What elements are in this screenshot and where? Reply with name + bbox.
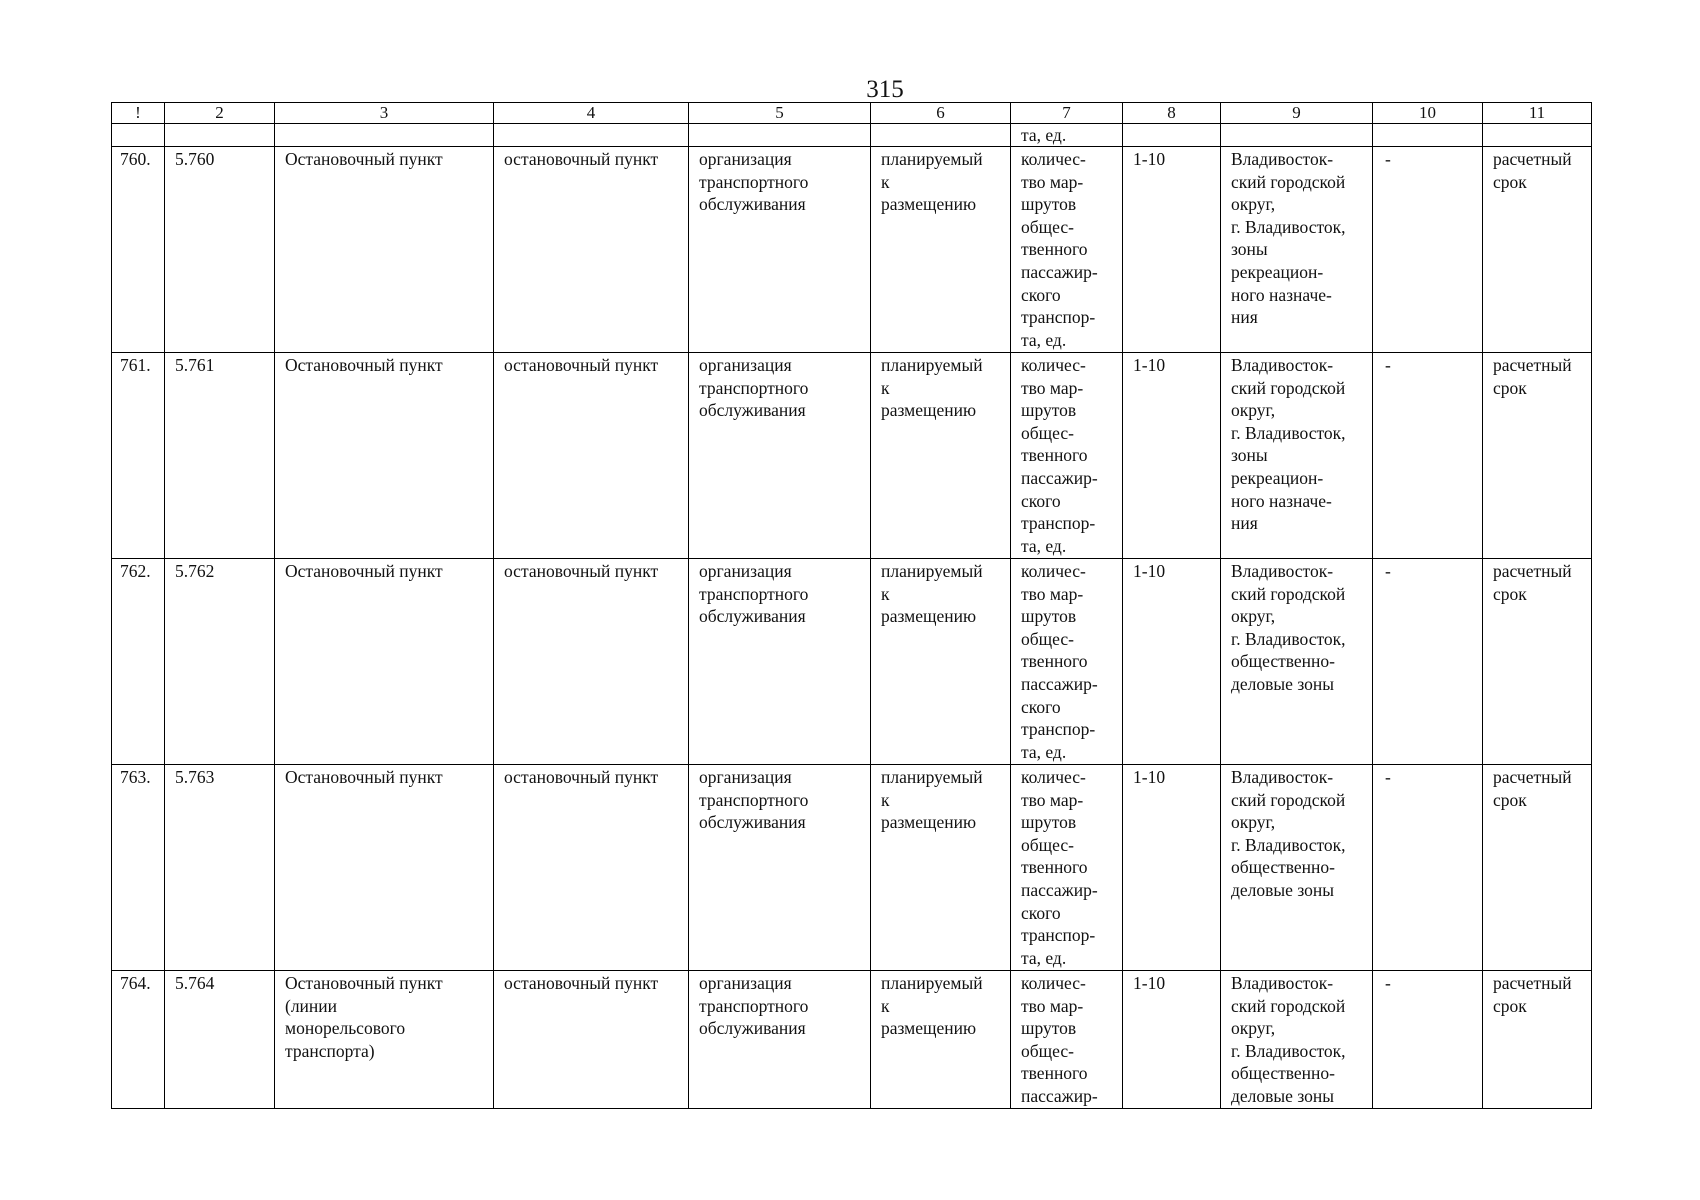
object-value: 1-10 (1123, 147, 1221, 353)
table-cell: та, ед. (1011, 124, 1123, 147)
object-location: Владивосток- ский городской округ, г. Владивосток, зоны рекреацион- ного назначе- ния (1221, 147, 1373, 353)
object-term: расчетный срок (1483, 147, 1592, 353)
object-status: планируемый к размещению (871, 971, 1011, 1109)
object-name: Остановочный пункт (275, 765, 494, 971)
column-header: ! (112, 103, 165, 124)
object-zone: - (1373, 559, 1483, 765)
object-purpose: организация транспортного обслуживания (689, 353, 871, 559)
object-code: 5.762 (165, 559, 275, 765)
column-header: 10 (1373, 103, 1483, 124)
column-header: 8 (1123, 103, 1221, 124)
table-row (112, 353, 1592, 559)
column-header: 6 (871, 103, 1011, 124)
object-purpose: организация транспортного обслуживания (689, 971, 871, 1109)
continuation-row (112, 124, 1592, 147)
table-cell (1373, 124, 1483, 147)
object-type: остановочный пункт (494, 147, 689, 353)
object-value: 1-10 (1123, 971, 1221, 1109)
row-number: 762. (112, 559, 165, 765)
object-characteristic: количес- тво мар- шрутов общес- твенного пассажир- (1011, 971, 1123, 1109)
table-cell (275, 124, 494, 147)
object-zone: - (1373, 971, 1483, 1109)
object-term: расчетный срок (1483, 353, 1592, 559)
object-status: планируемый к размещению (871, 559, 1011, 765)
table-row (112, 559, 1592, 765)
object-name: Остановочный пункт (линии монорельсового транспорта) (275, 971, 494, 1109)
table-cell (112, 124, 165, 147)
table-row (112, 147, 1592, 353)
object-name: Остановочный пункт (275, 559, 494, 765)
object-name: Остановочный пункт (275, 353, 494, 559)
column-header: 9 (1221, 103, 1373, 124)
column-header: 5 (689, 103, 871, 124)
object-value: 1-10 (1123, 353, 1221, 559)
object-term: расчетный срок (1483, 559, 1592, 765)
column-header: 11 (1483, 103, 1592, 124)
object-name: Остановочный пункт (275, 147, 494, 353)
object-purpose: организация транспортного обслуживания (689, 765, 871, 971)
object-type: остановочный пункт (494, 971, 689, 1109)
object-purpose: организация транспортного обслуживания (689, 559, 871, 765)
column-header: 7 (1011, 103, 1123, 124)
table-cell (1483, 124, 1592, 147)
object-status: планируемый к размещению (871, 353, 1011, 559)
object-characteristic: количес- тво мар- шрутов общес- твенного пассажир- ского транспор- та, ед. (1011, 765, 1123, 971)
planning-objects-table (111, 102, 1592, 1109)
object-status: планируемый к размещению (871, 147, 1011, 353)
object-code: 5.763 (165, 765, 275, 971)
object-term: расчетный срок (1483, 765, 1592, 971)
column-number-row (112, 103, 1592, 124)
object-location: Владивосток- ский городской округ, г. Владивосток, зоны рекреацион- ного назначе- ния (1221, 353, 1373, 559)
column-header: 2 (165, 103, 275, 124)
table-row (112, 765, 1592, 971)
row-number: 763. (112, 765, 165, 971)
object-type: остановочный пункт (494, 765, 689, 971)
table-cell (165, 124, 275, 147)
row-number: 761. (112, 353, 165, 559)
table-cell (871, 124, 1011, 147)
object-location: Владивосток- ский городской округ, г. Владивосток, общественно- деловые зоны (1221, 765, 1373, 971)
row-number: 760. (112, 147, 165, 353)
object-type: остановочный пункт (494, 559, 689, 765)
object-code: 5.760 (165, 147, 275, 353)
object-code: 5.764 (165, 971, 275, 1109)
object-status: планируемый к размещению (871, 765, 1011, 971)
table-cell (1221, 124, 1373, 147)
object-zone: - (1373, 765, 1483, 971)
table-cell (689, 124, 871, 147)
table-cell (1123, 124, 1221, 147)
object-type: остановочный пункт (494, 353, 689, 559)
object-purpose: организация транспортного обслуживания (689, 147, 871, 353)
object-value: 1-10 (1123, 559, 1221, 765)
object-zone: - (1373, 353, 1483, 559)
object-location: Владивосток- ский городской округ, г. Владивосток, общественно- деловые зоны (1221, 971, 1373, 1109)
page-number: 315 (866, 76, 904, 103)
table-row (112, 971, 1592, 1109)
column-header: 3 (275, 103, 494, 124)
table-cell (494, 124, 689, 147)
object-location: Владивосток- ский городской округ, г. Владивосток, общественно- деловые зоны (1221, 559, 1373, 765)
column-header: 4 (494, 103, 689, 124)
row-number: 764. (112, 971, 165, 1109)
object-value: 1-10 (1123, 765, 1221, 971)
object-term: расчетный срок (1483, 971, 1592, 1109)
object-zone: - (1373, 147, 1483, 353)
object-code: 5.761 (165, 353, 275, 559)
object-characteristic: количес- тво мар- шрутов общес- твенного пассажир- ского транспор- та, ед. (1011, 147, 1123, 353)
object-characteristic: количес- тво мар- шрутов общес- твенного пассажир- ского транспор- та, ед. (1011, 559, 1123, 765)
object-characteristic: количес- тво мар- шрутов общес- твенного пассажир- ского транспор- та, ед. (1011, 353, 1123, 559)
